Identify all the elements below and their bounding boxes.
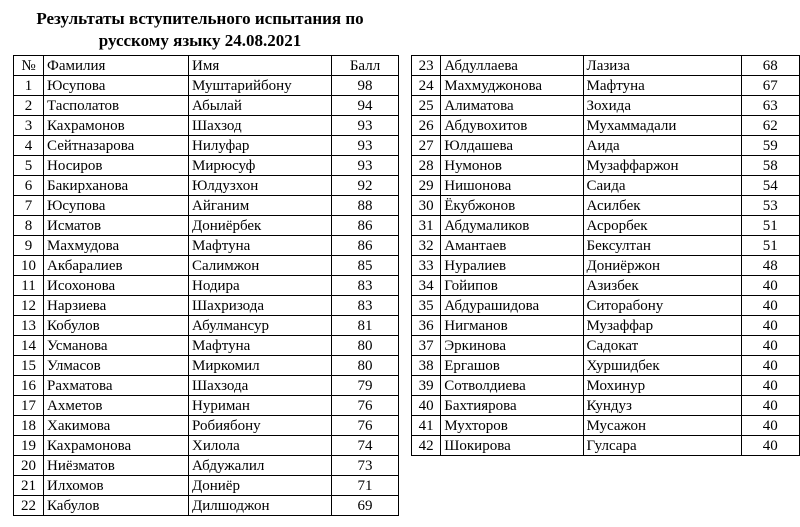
row-score: 80 <box>332 356 399 376</box>
row-last-name: Носиров <box>44 156 189 176</box>
results-table-left <box>13 55 399 516</box>
row-score: 40 <box>741 296 799 316</box>
row-score: 83 <box>332 276 399 296</box>
row-number: 42 <box>412 436 441 456</box>
row-score: 88 <box>332 196 399 216</box>
row-first-name: Музаффар <box>583 316 741 336</box>
row-last-name: Улмасов <box>44 356 189 376</box>
row-number: 32 <box>412 236 441 256</box>
row-score: 79 <box>332 376 399 396</box>
row-number: 15 <box>14 356 44 376</box>
row-first-name: Саида <box>583 176 741 196</box>
table-row <box>412 356 800 376</box>
header-first-name: Имя <box>189 56 332 76</box>
row-number: 39 <box>412 376 441 396</box>
row-number: 29 <box>412 176 441 196</box>
row-score: 48 <box>741 256 799 276</box>
row-last-name: Ахметов <box>44 396 189 416</box>
row-first-name: Шахризода <box>189 296 332 316</box>
table-row <box>412 336 800 356</box>
table-row <box>412 376 800 396</box>
row-number: 34 <box>412 276 441 296</box>
row-first-name: Мафтуна <box>583 76 741 96</box>
row-number: 8 <box>14 216 44 236</box>
row-score: 40 <box>741 356 799 376</box>
row-last-name: Юсупова <box>44 76 189 96</box>
row-last-name: Ёкубжонов <box>441 196 583 216</box>
row-first-name: Шахзод <box>189 116 332 136</box>
row-last-name: Акбаралиев <box>44 256 189 276</box>
row-first-name: Мирюсуф <box>189 156 332 176</box>
row-first-name: Музаффаржон <box>583 156 741 176</box>
row-score: 92 <box>332 176 399 196</box>
row-first-name: Кундуз <box>583 396 741 416</box>
table-row <box>412 216 800 236</box>
row-number: 27 <box>412 136 441 156</box>
row-last-name: Мухторов <box>441 416 583 436</box>
row-last-name: Юлдашева <box>441 136 583 156</box>
table-row <box>412 256 800 276</box>
row-number: 18 <box>14 416 44 436</box>
row-first-name: Асрорбек <box>583 216 741 236</box>
table-row <box>412 416 800 436</box>
row-first-name: Ситорабону <box>583 296 741 316</box>
row-first-name: Дониёрбек <box>189 216 332 236</box>
table-row <box>412 296 800 316</box>
row-number: 30 <box>412 196 441 216</box>
header-score: Балл <box>332 56 399 76</box>
row-number: 9 <box>14 236 44 256</box>
table-row <box>14 96 399 116</box>
table-row <box>14 436 399 456</box>
row-number: 11 <box>14 276 44 296</box>
row-last-name: Амантаев <box>441 236 583 256</box>
table-row <box>14 176 399 196</box>
row-first-name: Дониёр <box>189 476 332 496</box>
row-first-name: Мафтуна <box>189 336 332 356</box>
row-number: 40 <box>412 396 441 416</box>
table-row <box>412 436 800 456</box>
row-number: 10 <box>14 256 44 276</box>
title-line-2: русскому языку 24.08.2021 <box>98 31 302 50</box>
table-row <box>412 196 800 216</box>
row-last-name: Абдувохитов <box>441 116 583 136</box>
row-number: 14 <box>14 336 44 356</box>
row-last-name: Ниёзматов <box>44 456 189 476</box>
row-first-name: Мусажон <box>583 416 741 436</box>
row-last-name: Усманова <box>44 336 189 356</box>
row-score: 51 <box>741 216 799 236</box>
row-score: 74 <box>332 436 399 456</box>
page-title <box>10 8 390 52</box>
table-row <box>14 216 399 236</box>
row-first-name: Асилбек <box>583 196 741 216</box>
row-score: 80 <box>332 336 399 356</box>
row-last-name: Нигманов <box>441 316 583 336</box>
row-last-name: Кобулов <box>44 316 189 336</box>
row-first-name: Нуриман <box>189 396 332 416</box>
row-score: 40 <box>741 336 799 356</box>
row-last-name: Кабулов <box>44 496 189 516</box>
table-row <box>412 76 800 96</box>
table-row <box>14 116 399 136</box>
row-first-name: Муштарийбону <box>189 76 332 96</box>
row-last-name: Абдурашидова <box>441 296 583 316</box>
table-row <box>14 196 399 216</box>
row-last-name: Сейтназарова <box>44 136 189 156</box>
row-score: 93 <box>332 116 399 136</box>
table-row <box>14 256 399 276</box>
row-number: 33 <box>412 256 441 276</box>
row-first-name: Хилола <box>189 436 332 456</box>
row-last-name: Шокирова <box>441 436 583 456</box>
row-last-name: Рахматова <box>44 376 189 396</box>
row-number: 24 <box>412 76 441 96</box>
row-score: 69 <box>332 496 399 516</box>
row-number: 3 <box>14 116 44 136</box>
row-last-name: Бахтиярова <box>441 396 583 416</box>
row-score: 73 <box>332 456 399 476</box>
row-first-name: Мохинур <box>583 376 741 396</box>
row-first-name: Миркомил <box>189 356 332 376</box>
table-row <box>14 236 399 256</box>
row-first-name: Абдужалил <box>189 456 332 476</box>
row-score: 76 <box>332 396 399 416</box>
table-row <box>412 156 800 176</box>
row-last-name: Исохонова <box>44 276 189 296</box>
row-number: 36 <box>412 316 441 336</box>
header-last-name: Фамилия <box>44 56 189 76</box>
row-first-name: Мафтуна <box>189 236 332 256</box>
row-score: 40 <box>741 396 799 416</box>
row-number: 38 <box>412 356 441 376</box>
table-row <box>14 336 399 356</box>
table-row <box>14 156 399 176</box>
row-score: 71 <box>332 476 399 496</box>
row-last-name: Исматов <box>44 216 189 236</box>
table-row <box>14 276 399 296</box>
row-number: 19 <box>14 436 44 456</box>
row-score: 40 <box>741 436 799 456</box>
row-last-name: Илхомов <box>44 476 189 496</box>
row-number: 22 <box>14 496 44 516</box>
row-first-name: Дониёржон <box>583 256 741 276</box>
row-number: 5 <box>14 156 44 176</box>
row-last-name: Юсупова <box>44 196 189 216</box>
row-number: 35 <box>412 296 441 316</box>
table-row <box>14 316 399 336</box>
row-number: 20 <box>14 456 44 476</box>
row-number: 17 <box>14 396 44 416</box>
row-score: 98 <box>332 76 399 96</box>
table-row <box>14 136 399 156</box>
table-row <box>412 176 800 196</box>
header-number: № <box>14 56 44 76</box>
table-row <box>14 416 399 436</box>
row-last-name: Эркинова <box>441 336 583 356</box>
row-score: 40 <box>741 316 799 336</box>
row-number: 13 <box>14 316 44 336</box>
row-score: 53 <box>741 196 799 216</box>
row-number: 25 <box>412 96 441 116</box>
row-first-name: Гулсара <box>583 436 741 456</box>
row-first-name: Айганим <box>189 196 332 216</box>
header-row <box>14 56 399 76</box>
row-first-name: Хуршидбек <box>583 356 741 376</box>
row-number: 7 <box>14 196 44 216</box>
row-first-name: Робиябону <box>189 416 332 436</box>
row-last-name: Бакирханова <box>44 176 189 196</box>
table-row <box>412 116 800 136</box>
table-row <box>412 276 800 296</box>
row-last-name: Кахрамонова <box>44 436 189 456</box>
row-score: 59 <box>741 136 799 156</box>
row-score: 76 <box>332 416 399 436</box>
table-row <box>14 476 399 496</box>
table-row <box>14 356 399 376</box>
table-row <box>14 76 399 96</box>
row-last-name: Хакимова <box>44 416 189 436</box>
row-first-name: Дилшоджон <box>189 496 332 516</box>
row-score: 68 <box>741 56 799 76</box>
row-score: 93 <box>332 136 399 156</box>
row-first-name: Азизбек <box>583 276 741 296</box>
row-score: 62 <box>741 116 799 136</box>
row-score: 85 <box>332 256 399 276</box>
row-last-name: Ергашов <box>441 356 583 376</box>
row-last-name: Сотволдиева <box>441 376 583 396</box>
results-table-right <box>411 55 800 456</box>
row-score: 51 <box>741 236 799 256</box>
row-score: 86 <box>332 216 399 236</box>
table-row <box>14 376 399 396</box>
row-last-name: Нишонова <box>441 176 583 196</box>
row-last-name: Махмуджонова <box>441 76 583 96</box>
row-number: 2 <box>14 96 44 116</box>
row-score: 67 <box>741 76 799 96</box>
row-score: 86 <box>332 236 399 256</box>
row-score: 63 <box>741 96 799 116</box>
row-first-name: Салимжон <box>189 256 332 276</box>
row-first-name: Шахзода <box>189 376 332 396</box>
row-first-name: Абулмансур <box>189 316 332 336</box>
row-first-name: Бексултан <box>583 236 741 256</box>
row-last-name: Нумонов <box>441 156 583 176</box>
row-first-name: Мухаммадали <box>583 116 741 136</box>
row-last-name: Алиматова <box>441 96 583 116</box>
table-row <box>14 296 399 316</box>
table-row <box>412 136 800 156</box>
row-number: 21 <box>14 476 44 496</box>
table-row <box>412 96 800 116</box>
row-score: 40 <box>741 416 799 436</box>
title-line-1: Результаты вступительного испытания по <box>36 9 364 28</box>
row-last-name: Тасполатов <box>44 96 189 116</box>
row-number: 26 <box>412 116 441 136</box>
row-last-name: Абдуллаева <box>441 56 583 76</box>
row-first-name: Юлдузхон <box>189 176 332 196</box>
row-score: 58 <box>741 156 799 176</box>
row-number: 37 <box>412 336 441 356</box>
row-score: 54 <box>741 176 799 196</box>
row-number: 6 <box>14 176 44 196</box>
row-number: 4 <box>14 136 44 156</box>
row-last-name: Гойипов <box>441 276 583 296</box>
row-number: 1 <box>14 76 44 96</box>
row-score: 81 <box>332 316 399 336</box>
row-first-name: Нодира <box>189 276 332 296</box>
row-first-name: Нилуфар <box>189 136 332 156</box>
row-first-name: Лазиза <box>583 56 741 76</box>
row-score: 40 <box>741 276 799 296</box>
table-row <box>14 396 399 416</box>
row-last-name: Нарзиева <box>44 296 189 316</box>
row-number: 16 <box>14 376 44 396</box>
row-first-name: Зохида <box>583 96 741 116</box>
row-number: 23 <box>412 56 441 76</box>
row-score: 93 <box>332 156 399 176</box>
table-row <box>412 316 800 336</box>
row-last-name: Кахрамонов <box>44 116 189 136</box>
row-first-name: Абылай <box>189 96 332 116</box>
row-first-name: Аида <box>583 136 741 156</box>
row-last-name: Нуралиев <box>441 256 583 276</box>
row-number: 28 <box>412 156 441 176</box>
row-score: 94 <box>332 96 399 116</box>
row-score: 83 <box>332 296 399 316</box>
row-number: 12 <box>14 296 44 316</box>
table-row <box>412 396 800 416</box>
row-number: 31 <box>412 216 441 236</box>
row-number: 41 <box>412 416 441 436</box>
row-score: 40 <box>741 376 799 396</box>
table-row <box>14 496 399 516</box>
table-row <box>412 56 800 76</box>
row-first-name: Садокат <box>583 336 741 356</box>
row-last-name: Абдумаликов <box>441 216 583 236</box>
table-row <box>14 456 399 476</box>
table-row <box>412 236 800 256</box>
row-last-name: Махмудова <box>44 236 189 256</box>
